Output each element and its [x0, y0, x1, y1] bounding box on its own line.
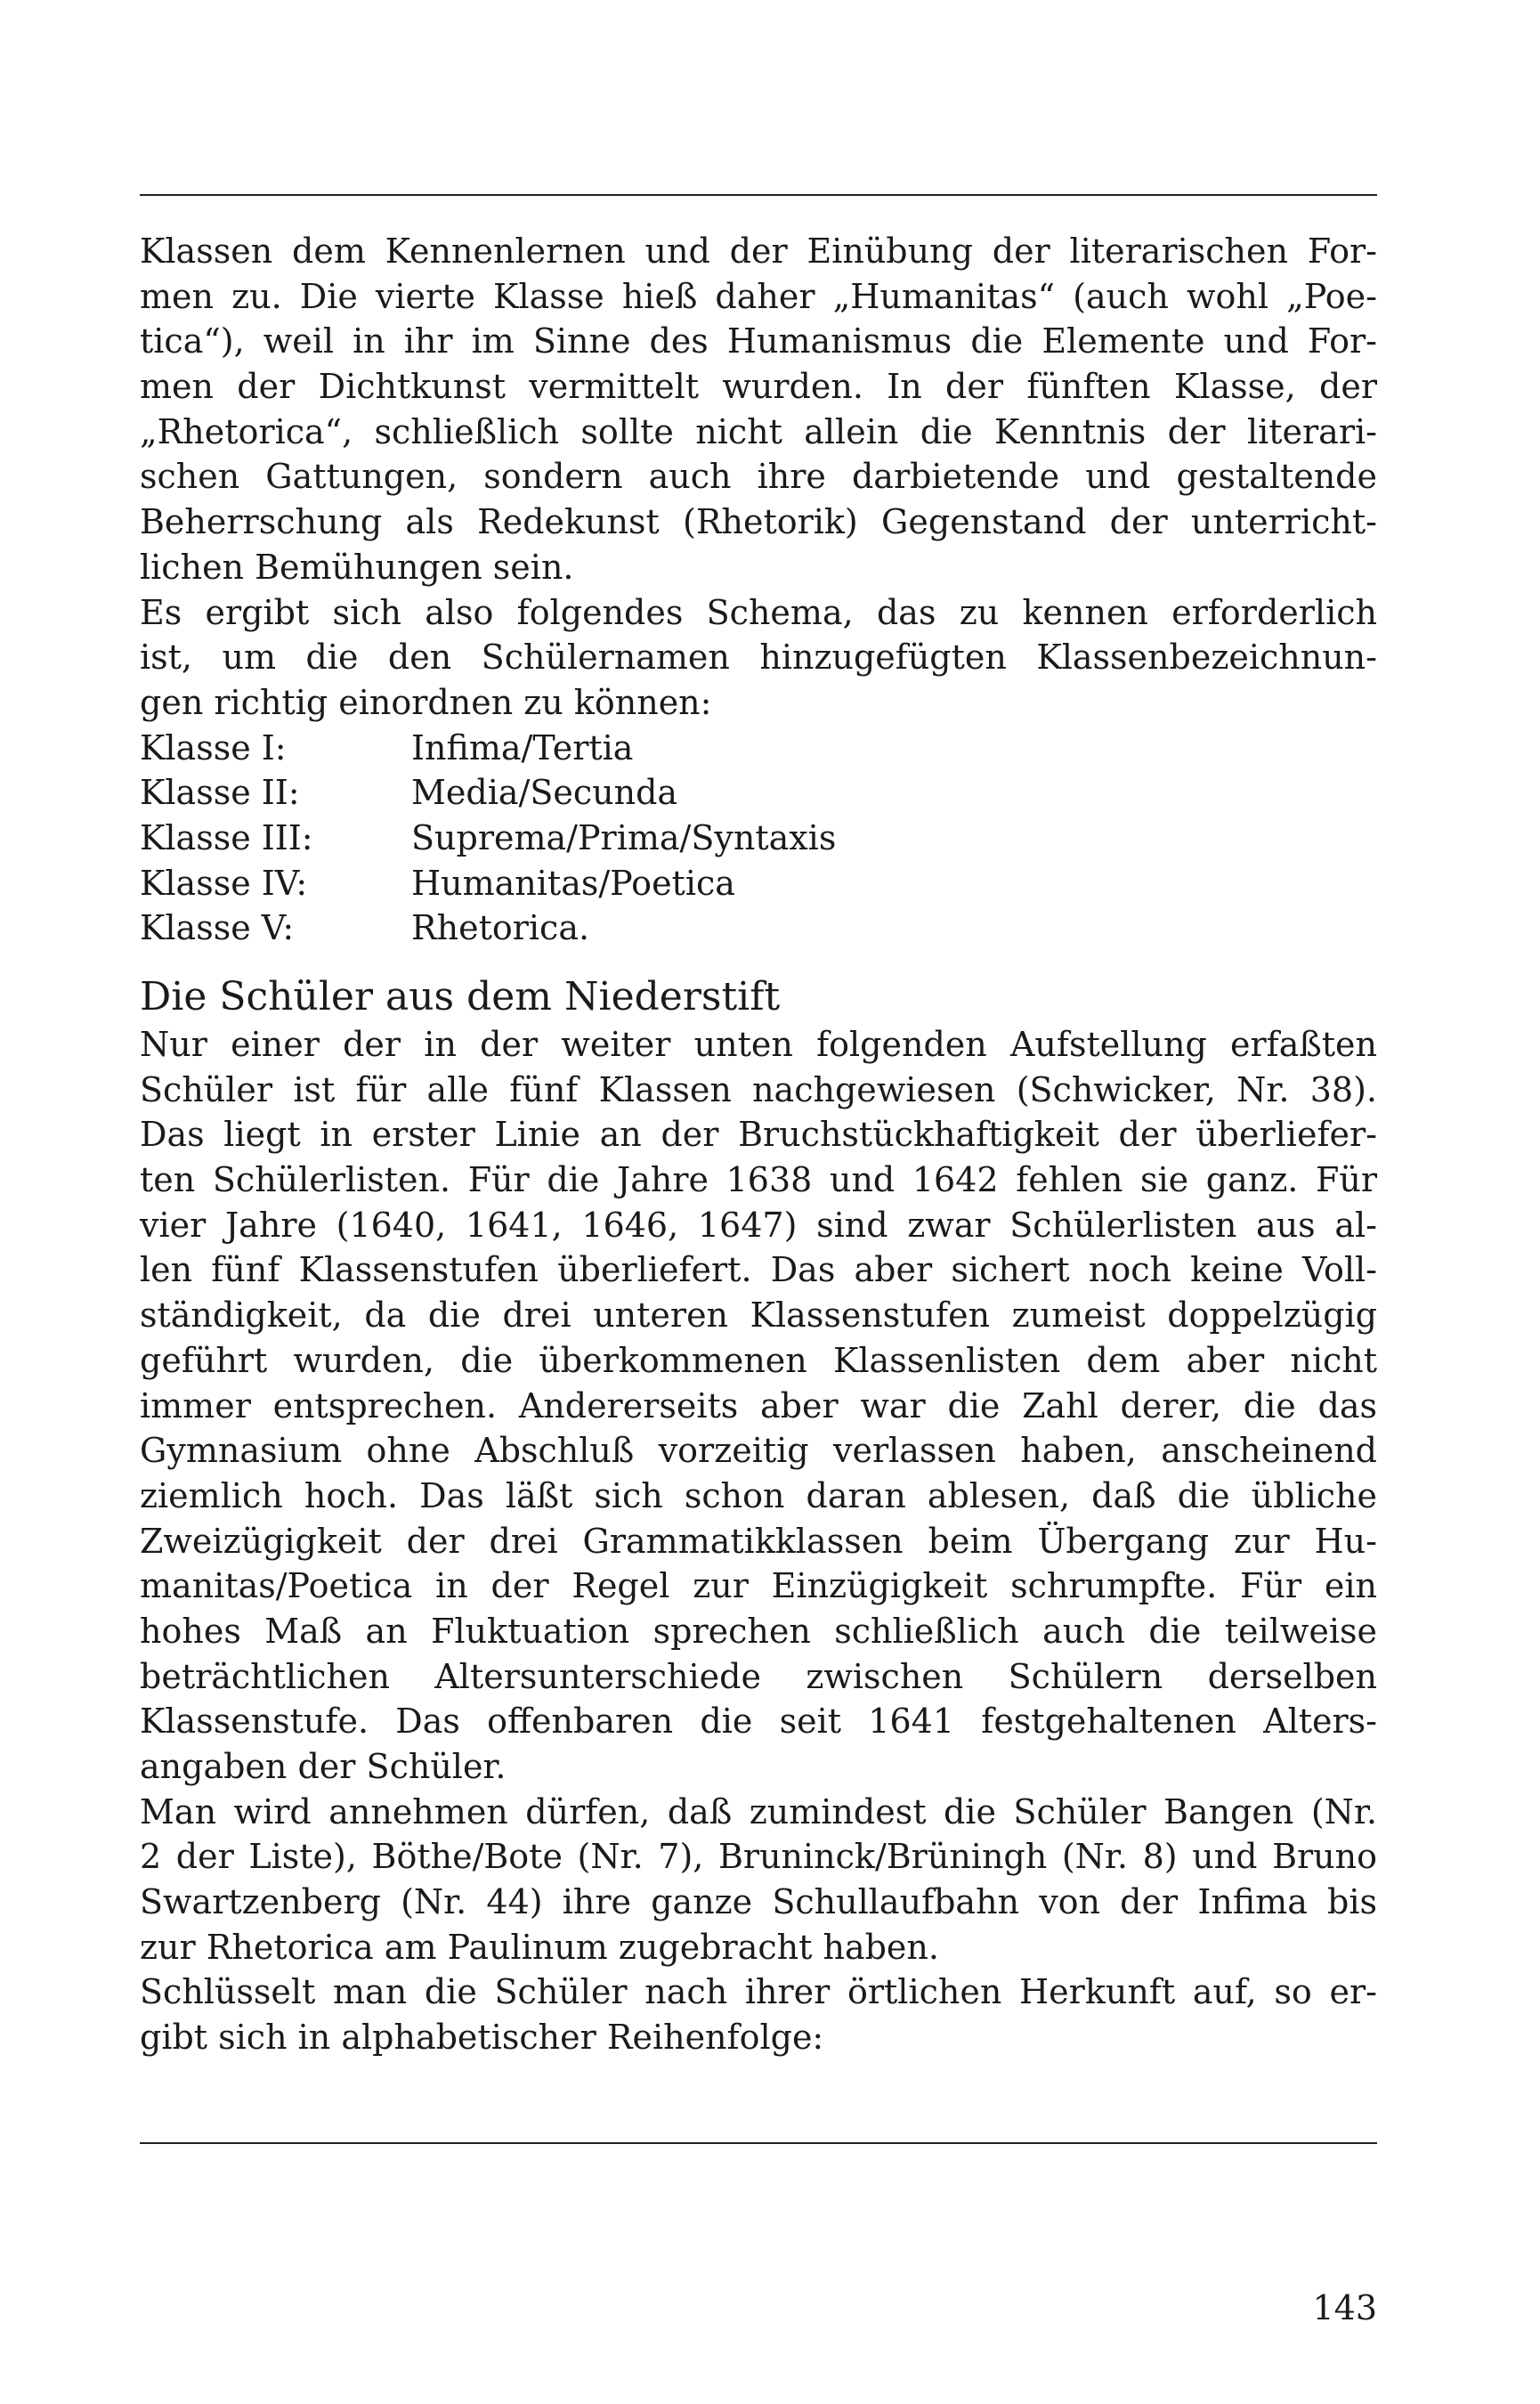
paragraph-3 [140, 1022, 1377, 1790]
text-line: ten Schülerlisten. Für die Jahre 1638 und 1642 fehlen sie ganz. Für [140, 1160, 1377, 1200]
text-line: geführt wurden, die überkommenen Klassenlisten dem aber nicht [140, 1340, 1377, 1380]
text-line: Das liegt in erster Linie an der Bruchstückhaftigkeit der überliefer- [140, 1115, 1377, 1155]
text-line: ständigkeit, da die drei unteren Klassenstufen zumeist doppelzügig [140, 1295, 1377, 1336]
text-line: angaben der Schüler. [140, 1747, 507, 1786]
body-text [140, 229, 1377, 2060]
text-line: Gymnasium ohne Abschluß vorzeitig verlassen haben, anscheinend [140, 1431, 1377, 1471]
top-rule [140, 194, 1377, 196]
text-line: beträchtlichen Altersunterschiede zwischen Schülern derselben [140, 1656, 1377, 1696]
text-line: gibt sich in alphabetischer Reihenfolge: [140, 2018, 824, 2058]
class-label: Klasse V: [140, 908, 295, 948]
paragraph-1 [140, 229, 1377, 590]
text-line: Es ergibt sich also folgendes Schema, das zu kennen erforderlich [140, 592, 1377, 632]
text-line: immer entsprechen. Andererseits aber war die Zahl derer, die das [140, 1385, 1377, 1425]
text-line: Zweizügigkeit der drei Grammatikklassen beim Übergang zur Hu- [140, 1521, 1377, 1561]
page-number: 143 [1312, 2288, 1377, 2327]
text-line: Nur einer der in der weiter unten folgenden Aufstellung erfaßten [140, 1025, 1377, 1064]
class-name: Humanitas/Poetica [411, 863, 735, 903]
text-line: schen Gattungen, sondern auch ihre darbietende und gestaltende [140, 457, 1377, 497]
class-row [140, 861, 1377, 906]
paragraph-5 [140, 1969, 1377, 2059]
text-line: men der Dichtkunst vermittelt wurden. In der fünften Klasse, der [140, 367, 1377, 407]
class-row [140, 770, 1377, 816]
text-line: Schlüsselt man die Schüler nach ihrer örtlichen Herkunft auf, so er- [140, 1972, 1377, 2012]
text-line: tica“), weil in ihr im Sinne des Humanismus die Elemente und For- [140, 321, 1377, 361]
paragraph-2 [140, 590, 1377, 726]
class-name: Media/Secunda [411, 773, 678, 813]
class-row [140, 816, 1377, 861]
text-line: Man wird annehmen dürfen, daß zumindest die Schüler Bangen (Nr. [140, 1791, 1377, 1831]
paragraph-4 [140, 1790, 1377, 1970]
text-line: Klassenstufe. Das offenbaren die seit 1641 festgehaltenen Alters- [140, 1701, 1377, 1742]
class-name: Rhetorica. [411, 908, 590, 948]
text-line: Swartzenberg (Nr. 44) ihre ganze Schullaufbahn von der Infima bis [140, 1882, 1377, 1922]
class-label: Klasse III: [140, 817, 313, 857]
text-line: len fünf Klassenstufen überliefert. Das aber sichert noch keine Voll- [140, 1250, 1377, 1290]
class-label: Klasse I: [140, 727, 287, 767]
bottom-rule [140, 2142, 1377, 2144]
class-name: Suprema/Prima/Syntaxis [411, 817, 837, 857]
class-label: Klasse II: [140, 773, 300, 813]
text-line: manitas/Poetica in der Regel zur Einzügigkeit schrumpfte. Für ein [140, 1566, 1377, 1606]
text-line: „Rhetorica“, schließlich sollte nicht allein die Kenntnis der literari- [140, 411, 1377, 451]
text-line: Beherrschung als Redekunst (Rhetorik) Gegenstand der unterricht- [140, 502, 1377, 542]
text-line: 2 der Liste), Böthe/Bote (Nr. 7), Bruninck/Brüningh (Nr. 8) und Bruno [140, 1837, 1377, 1877]
text-line: men zu. Die vierte Klasse hieß daher „Humanitas“ (auch wohl „Poe- [140, 276, 1377, 316]
text-line: zur Rhetorica am Paulinum zugebracht haben. [140, 1927, 939, 1967]
text-line: ziemlich hoch. Das läßt sich schon daran ablesen, daß die übliche [140, 1475, 1377, 1515]
text-line: ist, um die den Schülernamen hinzugefügten Klassenbezeichnun- [140, 638, 1377, 678]
text-line: lichen Bemühungen sein. [140, 547, 574, 587]
text-line: gen richtig einordnen zu können: [140, 682, 712, 722]
class-row [140, 726, 1377, 771]
class-row [140, 906, 1377, 951]
text-line: vier Jahre (1640, 1641, 1646, 1647) sind zwar Schülerlisten aus al- [140, 1205, 1377, 1245]
text-line: Schüler ist für alle fünf Klassen nachgewiesen (Schwicker, Nr. 38). [140, 1069, 1377, 1109]
section-heading: Die Schüler aus dem Niederstift [140, 974, 781, 1019]
text-line: hohes Maß an Fluktuation sprechen schließlich auch die teilweise [140, 1611, 1377, 1651]
class-label: Klasse IV: [140, 863, 308, 903]
text-line: Klassen dem Kennenlernen und der Einübung der literarischen For- [140, 231, 1377, 271]
class-name: Infima/Tertia [411, 727, 634, 767]
class-schema [140, 726, 1377, 951]
